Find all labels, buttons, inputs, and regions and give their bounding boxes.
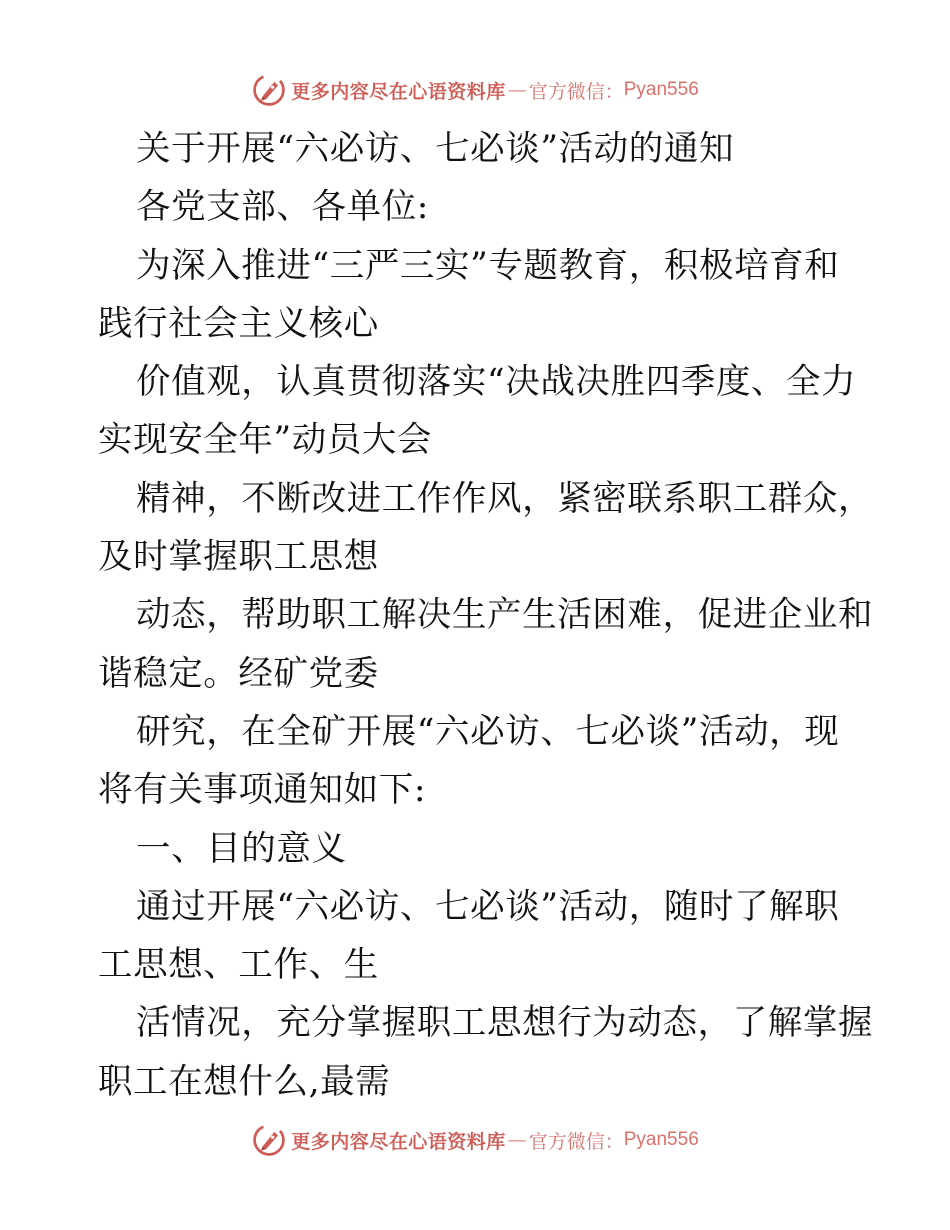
paragraph-line: 实现安全年”动员大会 bbox=[98, 420, 433, 461]
watermark-brand: 更多内容尽在心语资料库 bbox=[291, 80, 506, 103]
header-watermark bbox=[0, 68, 950, 112]
paragraph-line: 及时掌握职工思想 bbox=[98, 537, 379, 578]
paragraph-line: 活情况，充分掌握职工思想行为动态，了解掌握 bbox=[136, 1003, 874, 1044]
paragraph-line: 谐稳定。经矿党委 bbox=[98, 653, 379, 694]
paragraph-line: 践行社会主义核心 bbox=[98, 303, 379, 344]
paragraph-line: 将有关事项通知如下: bbox=[98, 770, 427, 811]
watermark-account-label: 官方微信： bbox=[528, 1130, 624, 1153]
paragraph-line: 为深入推进“三严三实”专题教育，积极培育和 bbox=[136, 245, 840, 286]
pen-nib-logo-icon bbox=[251, 72, 287, 108]
watermark-account-id: Pyan556 bbox=[623, 79, 699, 100]
paragraph-line: 动态，帮助职工解决生产生活困难，促进企业和 bbox=[136, 595, 874, 636]
section-heading: 一、目的意义 bbox=[136, 828, 347, 869]
paragraph-line: 精神，不断改进工作作风，紧密联系职工群众， bbox=[136, 478, 874, 519]
watermark-account-label: 官方微信： bbox=[528, 80, 624, 103]
paragraph-line: 研究，在全矿开展“六必访、七必谈”活动，现 bbox=[136, 711, 840, 752]
watermark-account-id: Pyan556 bbox=[623, 1129, 699, 1150]
paragraph-line: 价值观，认真贯彻落实“决战决胜四季度、全力 bbox=[136, 362, 857, 403]
watermark-brand: 更多内容尽在心语资料库 bbox=[291, 1130, 506, 1153]
pen-nib-logo-icon bbox=[251, 1122, 287, 1158]
paragraph-line: 职工在想什么,最需 bbox=[98, 1061, 391, 1102]
paragraph-line: 通过开展“六必访、七必谈”活动，随时了解职 bbox=[136, 886, 840, 927]
footer-watermark bbox=[0, 1118, 950, 1162]
document-title: 关于开展“六必访、七必谈”活动的通知 bbox=[136, 129, 735, 169]
watermark-separator: — bbox=[507, 1129, 527, 1151]
document-body bbox=[98, 120, 874, 1111]
watermark-separator: — bbox=[507, 79, 527, 101]
paragraph-line: 工思想、工作、生 bbox=[98, 945, 379, 986]
salutation: 各党支部、各单位: bbox=[136, 187, 430, 228]
